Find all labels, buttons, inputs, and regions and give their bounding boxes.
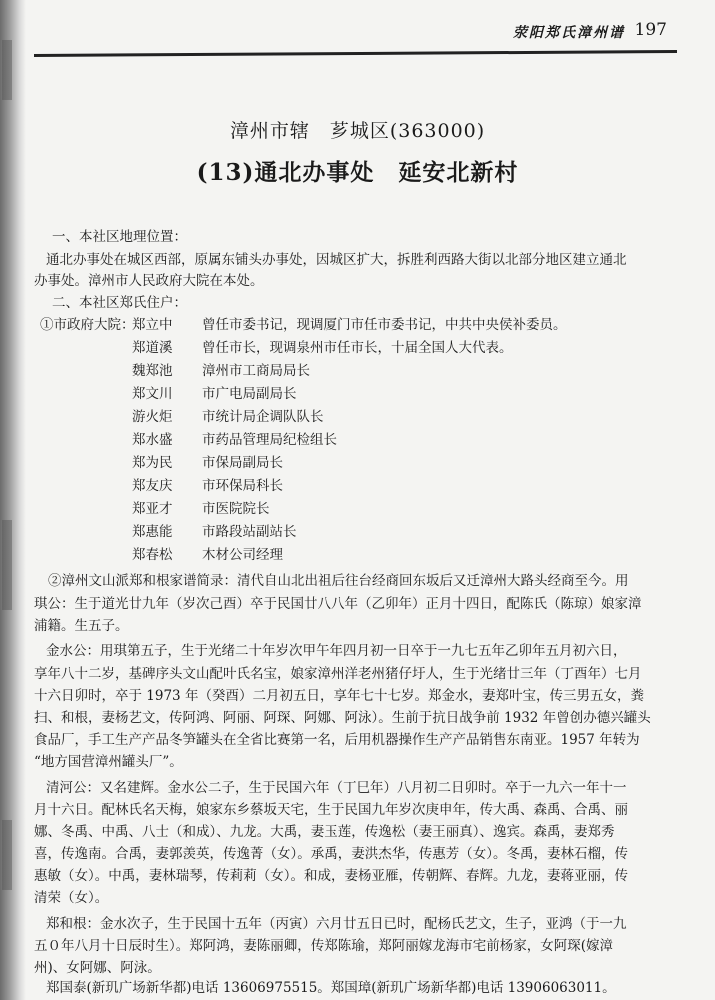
body-line: 喜，传逸南。合禹，妻郭羡英，传逸菁（女）。承禹，妻洪杰华，传惠芳（女）。冬禹，妻林石榴，传 <box>34 846 628 862</box>
person-desc: 曾任市长，现调泉州市任市长，十届全国人大代表。 <box>202 340 513 356</box>
body-line: 州)、女阿娜、阿泳。 <box>34 960 161 976</box>
person-name: 魏郑池 <box>132 363 173 379</box>
body-line: 娜、冬禹、中禹、八士（和成）、九龙。大禹，妻玉莲，传逸松（妻王丽真）、逸宾。森禹，妻郑秀 <box>34 824 615 840</box>
person-name: 郑惠能 <box>132 524 173 540</box>
body-line: 办事处。漳州市人民政府大院在本处。 <box>34 273 264 289</box>
person-name: 郑友庆 <box>132 478 173 494</box>
person-name: 郑水盛 <box>132 432 173 448</box>
person-desc: 市统计局企调队队长 <box>202 409 324 425</box>
running-header-title: 荥阳郑氏漳州谱 <box>513 25 625 41</box>
body-line: 浦籍。生五子。 <box>34 618 129 634</box>
person-name: 郑春松 <box>132 547 173 563</box>
person-name: 郑立中 <box>132 317 173 333</box>
section-heading-location: 一、本社区地理位置： <box>52 229 187 245</box>
scan-speck <box>2 820 12 890</box>
person-name: 郑文川 <box>132 386 173 402</box>
running-header <box>30 20 715 48</box>
person-desc: 漳州市工商局局长 <box>202 363 310 379</box>
person-name: 游火炬 <box>132 409 173 425</box>
main-title: (13)通北办事处 延安北新村 <box>196 159 519 186</box>
body-line: 琪公：生于道光廿九年（岁次己酉）卒于民国廿八八年（乙卯年）正月十四日，配陈氏（陈琼）娘家漳 <box>34 596 642 612</box>
header-rule <box>34 50 677 57</box>
body-line: 通北办事处在城区西部，原属东铺头办事处，因城区扩大，拆胜利西路大街以北部分地区建立通北 <box>46 252 627 268</box>
person-desc: 曾任市委书记，现调厦门市任市委书记，中共中央侯补委员。 <box>202 317 567 333</box>
body-line: 郑和根：金水次子，生于民国十五年（丙寅）六月廿五日已时，配杨氏艺文，生子，亚鸿（于一九 <box>46 916 627 932</box>
body-line: 五０年八月十日辰时生）。郑阿鸿，妻陈丽卿，传郑陈瑜，郑阿丽嫁龙海市宅前杨家，女阿琛(嫁漳 <box>34 938 614 954</box>
person-desc: 市医院院长 <box>202 501 270 517</box>
person-desc: 木材公司经理 <box>202 547 283 563</box>
section-heading-residents: 二、本社区郑氏住户： <box>52 295 187 311</box>
body-line: 清荣（女）。 <box>34 890 109 906</box>
body-line: 食品厂，手工生产产品冬笋罐头在全省比赛第一名，后用机器操作生产产品销售东南亚。1957 年转为 <box>34 732 640 748</box>
group-label: ①市政府大院： <box>40 317 135 333</box>
person-desc: 市环保局科长 <box>202 478 283 494</box>
body-line: “地方国营漳州罐头厂”。 <box>34 754 183 770</box>
scan-speck <box>2 520 12 610</box>
person-name: 郑道溪 <box>132 340 173 356</box>
body-line: 扫、和根，妻杨艺文，传阿鸿、阿丽、阿琛、阿娜、阿泳）。生前于抗日战争前 1932 年曾创办德兴罐头 <box>34 710 651 726</box>
body-line: 金水公：用琪第五子，生于光绪二十年岁次甲午年四月初一日卒于一九七五年乙卯年五月初六日， <box>46 643 627 659</box>
body-line: 十六日卯时，卒于 1973 年（癸酉）二月初五日，享年七十七岁。郑金水，妻郑叶宝，传三男五女，粪 <box>34 688 644 704</box>
body-line: 享年八十二岁，基碑序头文山配叶氏名宝，娘家漳州洋老州猪仔圩人，生于光绪廿三年（丁酉年）七月 <box>34 666 642 682</box>
body-line: 月十六日。配林氏名天梅，娘家东乡蔡坂天宅，生于民国九年岁次庚申年，传大禹、森禹、合禹、丽 <box>34 802 628 818</box>
page-number: 197 <box>634 20 667 40</box>
scan-speck <box>2 40 12 100</box>
body-line: 惠敏（女）。中禹，妻林瑞琴，传莉莉（女）。和成，妻杨亚雁，传朝辉、春辉。九龙，妻蒋亚丽，传 <box>34 868 628 884</box>
body-line: ②漳州文山派郑和根家谱简录：清代自山北出祖后往台经商回东坂后又迁漳州大路头经商至今。用 <box>48 573 629 589</box>
person-name: 郑亚才 <box>132 501 173 517</box>
person-desc: 市广电局副局长 <box>202 386 297 402</box>
section-title: 漳州市辖 芗城区(363000) <box>229 120 486 142</box>
contact-line: 郑国泰(新玑广场新华都)电话 13606975515。郑国璋(新玑广场新华都)电话 13906063011。 <box>46 980 616 996</box>
person-desc: 市路段站副站长 <box>202 524 297 540</box>
person-desc: 市药品管理局纪检组长 <box>202 432 337 448</box>
person-name: 郑为民 <box>132 455 173 471</box>
body-line: 清河公：又名建辉。金水公二子，生于民国六年（丁巳年）八月初二日卯时。卒于一九六一年十一 <box>46 780 627 796</box>
person-desc: 市保局副局长 <box>202 455 283 471</box>
